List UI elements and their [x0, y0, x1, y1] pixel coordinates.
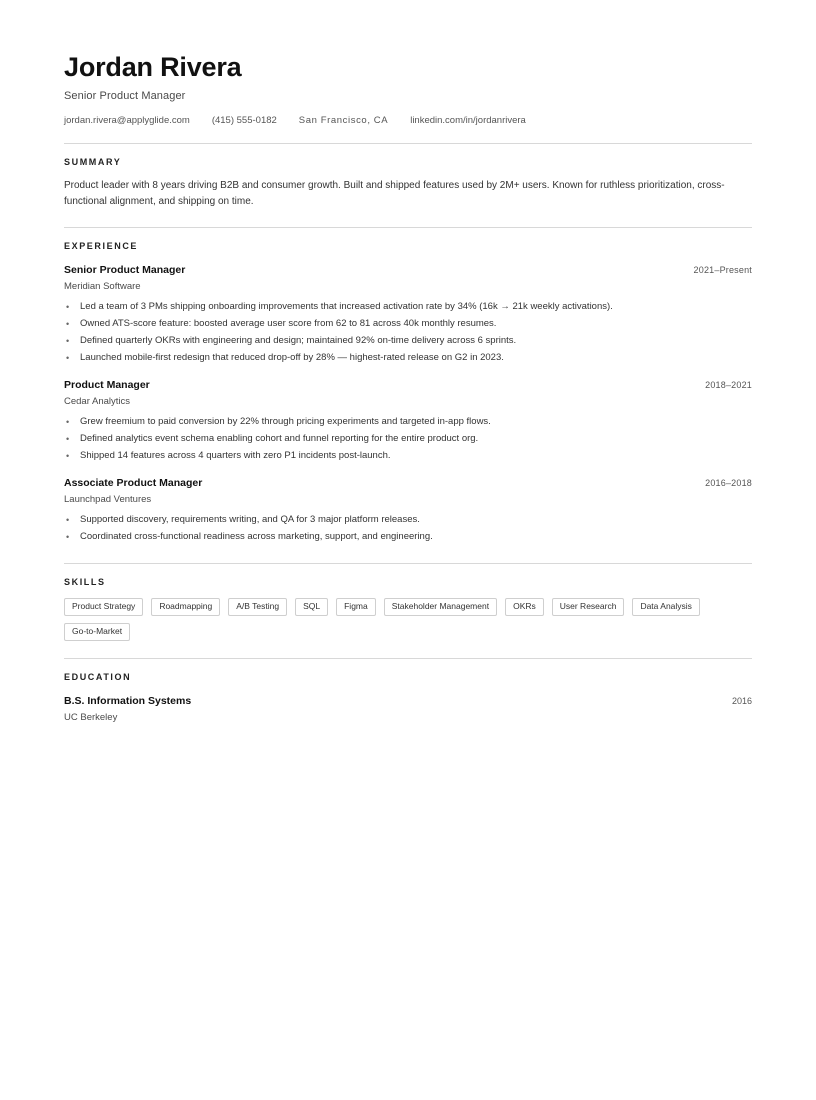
experience-heading: EXPERIENCE [64, 241, 139, 252]
experience-company: Cedar Analytics [64, 396, 131, 408]
experience-header [64, 264, 752, 276]
list-item: • Defined analytics event schema enabling cohort and funnel reporting for the entire product org. [64, 431, 752, 448]
list-item: • Grew freemium to paid conversion by 22% through pricing experiments and targeted in-app flows. [64, 414, 752, 431]
header-job-title: Senior Product Manager [64, 90, 186, 103]
summary-section [64, 157, 752, 210]
contact-email[interactable]: jordan.rivera@applyglide.com [64, 115, 190, 127]
experience-item [64, 264, 752, 367]
skills-section [64, 577, 752, 642]
skill-chip: OKRs [505, 598, 544, 616]
summary-text: Product leader with 8 years driving B2B and consumer growth. Built and shipped features used by 2M+ users. Known for ruthless prioritization, cross-functional alignment, and shipping on time. [64, 180, 725, 208]
list-item: • Coordinated cross-functional readiness across marketing, support, and engineering. [64, 529, 752, 546]
list-item: • Defined quarterly OKRs with engineering and design; maintained 92% on-time delivery across 6 sprints. [64, 333, 752, 350]
skill-chip: Go-to-Market [64, 623, 130, 641]
skills-heading: SKILLS [64, 576, 106, 587]
resume-header [64, 52, 752, 126]
experience-header [64, 379, 752, 391]
contact-location: San Francisco, CA [298, 115, 389, 127]
experience-company: Meridian Software [64, 281, 141, 293]
skill-chip: Stakeholder Management [384, 598, 497, 616]
education-heading: EDUCATION [64, 672, 132, 683]
contact-phone[interactable]: (415) 555-0182 [211, 115, 277, 127]
experience-header [64, 477, 752, 489]
skill-chip: Roadmapping [151, 598, 220, 616]
experience-role: Product Manager [64, 379, 150, 392]
experience-role: Associate Product Manager [64, 476, 203, 489]
education-year: 2016 [731, 696, 752, 707]
experience-bullets [64, 299, 752, 367]
experience-role: Senior Product Manager [64, 264, 186, 277]
education-school: UC Berkeley [64, 712, 118, 724]
experience-item [64, 477, 752, 546]
skill-chip: User Research [552, 598, 625, 616]
page-title: Jordan Rivera [64, 52, 242, 82]
list-item: • Owned ATS-score feature: boosted average user score from 62 to 81 across 40k monthly resumes. [64, 316, 752, 333]
divider [64, 227, 752, 228]
contact-row [64, 115, 752, 126]
divider [64, 143, 752, 144]
education-section [64, 672, 752, 723]
education-header [64, 695, 752, 707]
skills-list [64, 598, 744, 642]
experience-section [64, 241, 752, 545]
list-item: • Supported discovery, requirements writing, and QA for 3 major platform releases. [64, 512, 752, 529]
experience-dates: 2016–2018 [705, 477, 752, 488]
list-item: • Led a team of 3 PMs shipping onboarding improvements that increased activation rate by 34% (16k → 21k weekly activations). [64, 299, 752, 316]
skill-chip: Figma [336, 598, 376, 616]
list-item: • Shipped 14 features across 4 quarters with zero P1 incidents post-launch. [64, 448, 752, 465]
experience-bullets [64, 512, 752, 546]
education-degree: B.S. Information Systems [64, 695, 192, 708]
skill-chip: Product Strategy [64, 598, 143, 616]
skill-chip: Data Analysis [632, 598, 700, 616]
summary-heading: SUMMARY [64, 157, 122, 168]
experience-dates: 2018–2021 [705, 380, 752, 391]
contact-link[interactable]: linkedin.com/in/jordanrivera [410, 115, 526, 127]
list-item: • Launched mobile-first redesign that reduced drop-off by 28% — highest-rated release on G2 in 2023. [64, 350, 752, 367]
skill-chip: A/B Testing [228, 598, 287, 616]
experience-bullets [64, 414, 752, 465]
experience-dates: 2021–Present [693, 265, 752, 276]
experience-company: Launchpad Ventures [64, 493, 152, 505]
divider [64, 563, 752, 564]
skill-chip: SQL [295, 598, 328, 616]
divider [64, 658, 752, 659]
experience-item [64, 379, 752, 465]
